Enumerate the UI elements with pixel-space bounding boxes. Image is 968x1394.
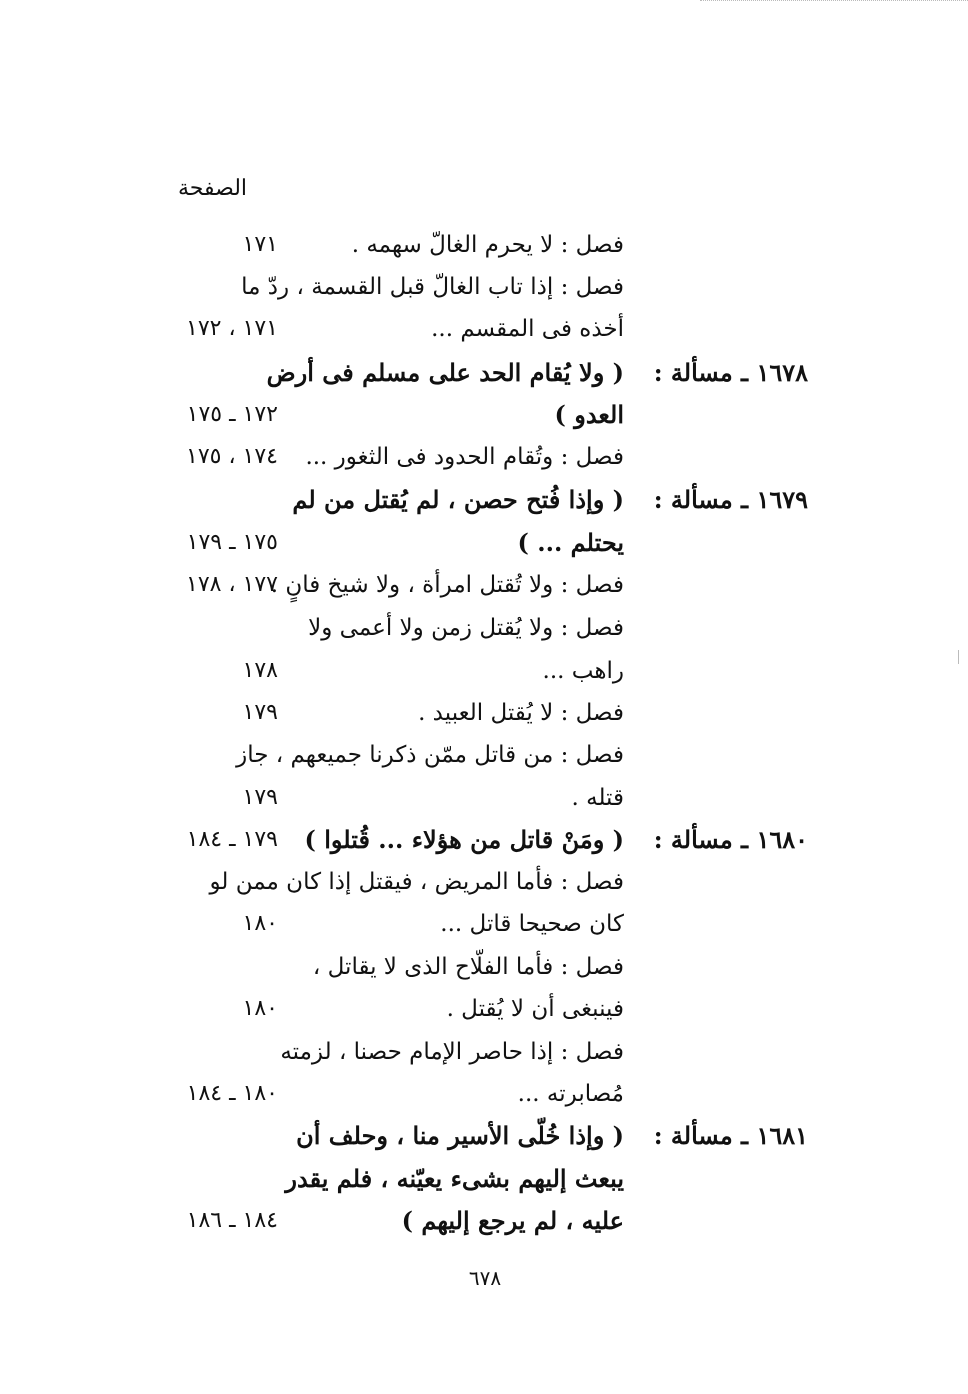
index-entry <box>0 1031 968 1073</box>
index-entry <box>0 946 968 988</box>
index-entry <box>0 1200 968 1242</box>
index-entry <box>0 777 968 819</box>
page-reference: ١٧٧ ، ١٧٨ <box>186 572 278 597</box>
index-entry <box>0 1158 968 1200</box>
page-reference: ١٨٠ <box>242 911 278 936</box>
index-entry <box>0 819 968 861</box>
index-entry <box>0 650 968 692</box>
index-entry <box>0 734 968 776</box>
page-reference: ١٨٠ ـ ١٨٤ <box>186 1081 278 1106</box>
entry-text: عليه ، لم يرجع إليهم ) <box>401 1206 624 1235</box>
index-entry <box>0 394 968 436</box>
index-entry <box>0 607 968 649</box>
page-column-header: الصفحة <box>178 176 248 201</box>
index-entry <box>0 522 968 564</box>
entry-text: العدو ) <box>554 400 624 429</box>
index-entry <box>0 1115 968 1157</box>
page-reference: ١٨٤ ـ ١٨٦ <box>186 1208 278 1233</box>
entry-text: فصل : لا يُقتل العبيد . <box>418 700 624 726</box>
index-entry <box>0 692 968 734</box>
issue-number-label: ١٦٨٠ ـ مسألة : <box>653 825 808 854</box>
index-entry <box>0 861 968 903</box>
index-entry <box>0 479 968 521</box>
page-reference: ١٧٥ ـ ١٧٩ <box>186 530 278 555</box>
entry-text: ( وإذا خُلّى الأسير منا ، وحلف أن <box>296 1121 624 1150</box>
index-entry <box>0 436 968 478</box>
entry-text: فصل : لا يحرم الغالّ سهمه . <box>351 232 624 258</box>
page-reference: ١٧٩ ـ ١٨٤ <box>186 827 278 852</box>
entry-text: ( وإذا فُتح حصن ، لم يُقتل من لم <box>292 485 624 514</box>
entry-text: فصل : فأما المريض ، فيقتل إذا كان ممن لو <box>209 869 624 895</box>
index-entry <box>0 1073 968 1115</box>
issue-number-label: ١٦٨١ ـ مسألة : <box>653 1121 808 1150</box>
top-edge-dots <box>700 0 968 9</box>
entry-text: راهب ... <box>542 658 624 684</box>
index-entry <box>0 988 968 1030</box>
page-reference: ١٧٤ ، ١٧٥ <box>186 444 278 469</box>
entry-text: فصل : ولا يُقتل زمن ولا أعمى ولا <box>308 615 624 641</box>
index-entry <box>0 903 968 945</box>
entry-text: قتله . <box>571 785 624 811</box>
entry-text: مُصابرته ... <box>517 1081 624 1107</box>
issue-number-label: ١٦٧٨ ـ مسألة : <box>653 358 808 387</box>
index-entry <box>0 564 968 606</box>
entry-text: يبعث إليهم بشىء يعيّنه ، فلم يقدر <box>285 1164 624 1193</box>
page-number: ٦٧٨ <box>468 1266 502 1290</box>
page-reference: ١٧٢ ـ ١٧٥ <box>186 402 278 427</box>
page-reference: ١٧١ ، ١٧٢ <box>186 316 278 341</box>
page-reference: ١٨٠ <box>242 996 278 1021</box>
entry-text: فصل : إذا تاب الغالّ قبل القسمة ، ردّ ما <box>241 274 624 300</box>
index-entry <box>0 266 968 308</box>
index-entry <box>0 224 968 266</box>
entry-text: فصل : ولا تُقتل امرأة ، ولا شيخ فانٍ . <box>270 572 624 598</box>
issue-number-label: ١٦٧٩ ـ مسألة : <box>653 485 808 514</box>
entry-text: ( ولا يُقام الحد على مسلم فى أرض <box>266 358 624 387</box>
entry-text: ( ومَنْ قاتل من هؤلاء ... قُتلوا ) <box>304 825 624 854</box>
page-reference: ١٧٩ <box>242 700 278 725</box>
entry-text: يحتلم ... ) <box>517 528 624 557</box>
page-reference: ١٧٩ <box>242 785 278 810</box>
entry-text: كان صحيحا قاتل ... <box>440 911 624 937</box>
entry-text: أخذه فى المقسم ... <box>431 316 624 342</box>
index-entry <box>0 308 968 350</box>
entry-text: فينبغى أن لا يُقتل . <box>446 996 624 1022</box>
entry-text: فصل : إذا حاصر الإمام حصنا ، لزمته <box>280 1039 624 1065</box>
entry-text: فصل : فأما الفلّاح الذى لا يقاتل ، <box>312 954 624 980</box>
index-entry <box>0 352 968 394</box>
entry-text: فصل : وتُقام الحدود فى الثغور ... <box>305 444 624 470</box>
entry-text: فصل : من قاتل ممّن ذكرنا جميعهم ، جاز <box>236 742 624 768</box>
page-reference: ١٧١ <box>242 232 278 257</box>
page-reference: ١٧٨ <box>242 658 278 683</box>
